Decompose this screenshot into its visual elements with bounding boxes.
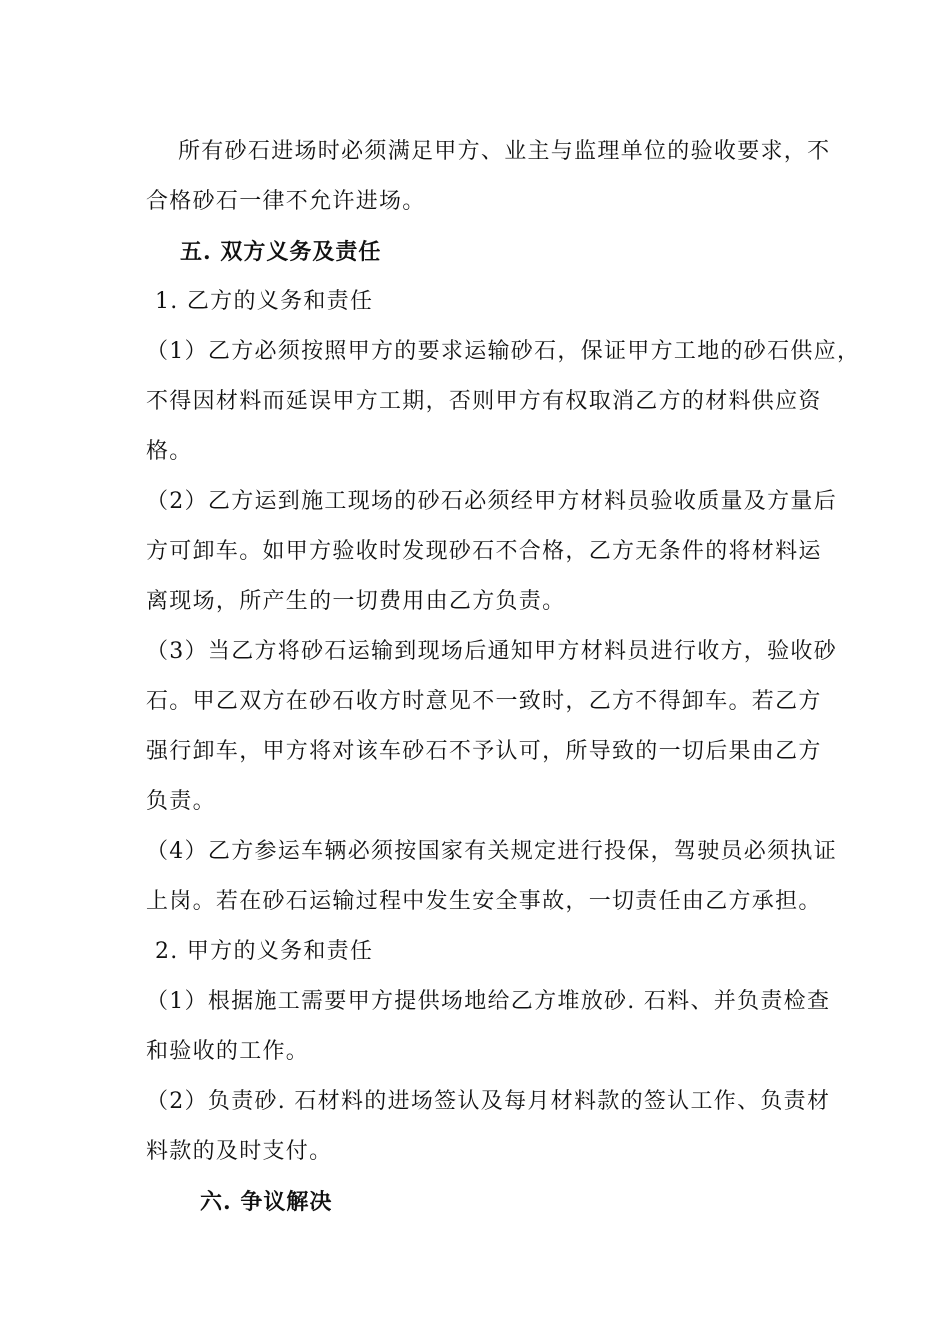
- paragraph-line: 离现场，所产生的一切费用由乙方负责。: [146, 589, 566, 614]
- section-heading-5: 五. 双方义务及责任: [180, 239, 382, 265]
- paragraph-line: 方可卸车。如甲方验收时发现砂石不合格，乙方无条件的将材料运: [146, 539, 822, 564]
- paragraph-line: 不得因材料而延误甲方工期，否则甲方有权取消乙方的材料供应资: [146, 389, 822, 414]
- paragraph-line: 上岗。若在砂石运输过程中发生安全事故，一切责任由乙方承担。: [146, 889, 822, 914]
- paragraph-line: （3）当乙方将砂石运输到现场后通知甲方材料员进行收方，验收砂: [146, 639, 837, 664]
- subsection-heading-1: 1. 乙方的义务和责任: [155, 289, 374, 314]
- subsection-heading-2: 2. 甲方的义务和责任: [155, 939, 374, 964]
- paragraph-line: 强行卸车，甲方将对该车砂石不予认可，所导致的一切后果由乙方: [146, 739, 822, 764]
- paragraph-line: （1）根据施工需要甲方提供场地给乙方堆放砂. 石料、并负责检查: [146, 989, 831, 1014]
- paragraph-line: （2）负责砂. 石材料的进场签认及每月材料款的签认工作、负责材: [146, 1089, 831, 1114]
- paragraph-line: （4）乙方参运车辆必须按国家有关规定进行投保，驾驶员必须执证: [146, 839, 837, 864]
- paragraph-line: （1）乙方必须按照甲方的要求运输砂石，保证甲方工地的砂石供应，: [146, 339, 861, 364]
- paragraph-line: 和验收的工作。: [146, 1039, 310, 1064]
- paragraph-line: 合格砂石一律不允许进场。: [146, 189, 426, 214]
- paragraph-line: 石。甲乙双方在砂石收方时意见不一致时，乙方不得卸车。若乙方: [146, 689, 822, 714]
- paragraph-line: 所有砂石进场时必须满足甲方、业主与监理单位的验收要求，不: [178, 139, 831, 164]
- paragraph-line: （2）乙方运到施工现场的砂石必须经甲方材料员验收质量及方量后: [146, 489, 837, 514]
- paragraph-line: 负责。: [146, 789, 216, 814]
- paragraph-line: 格。: [146, 439, 193, 464]
- section-heading-6: 六. 争议解决: [200, 1189, 333, 1215]
- paragraph-line: 料款的及时支付。: [146, 1139, 333, 1164]
